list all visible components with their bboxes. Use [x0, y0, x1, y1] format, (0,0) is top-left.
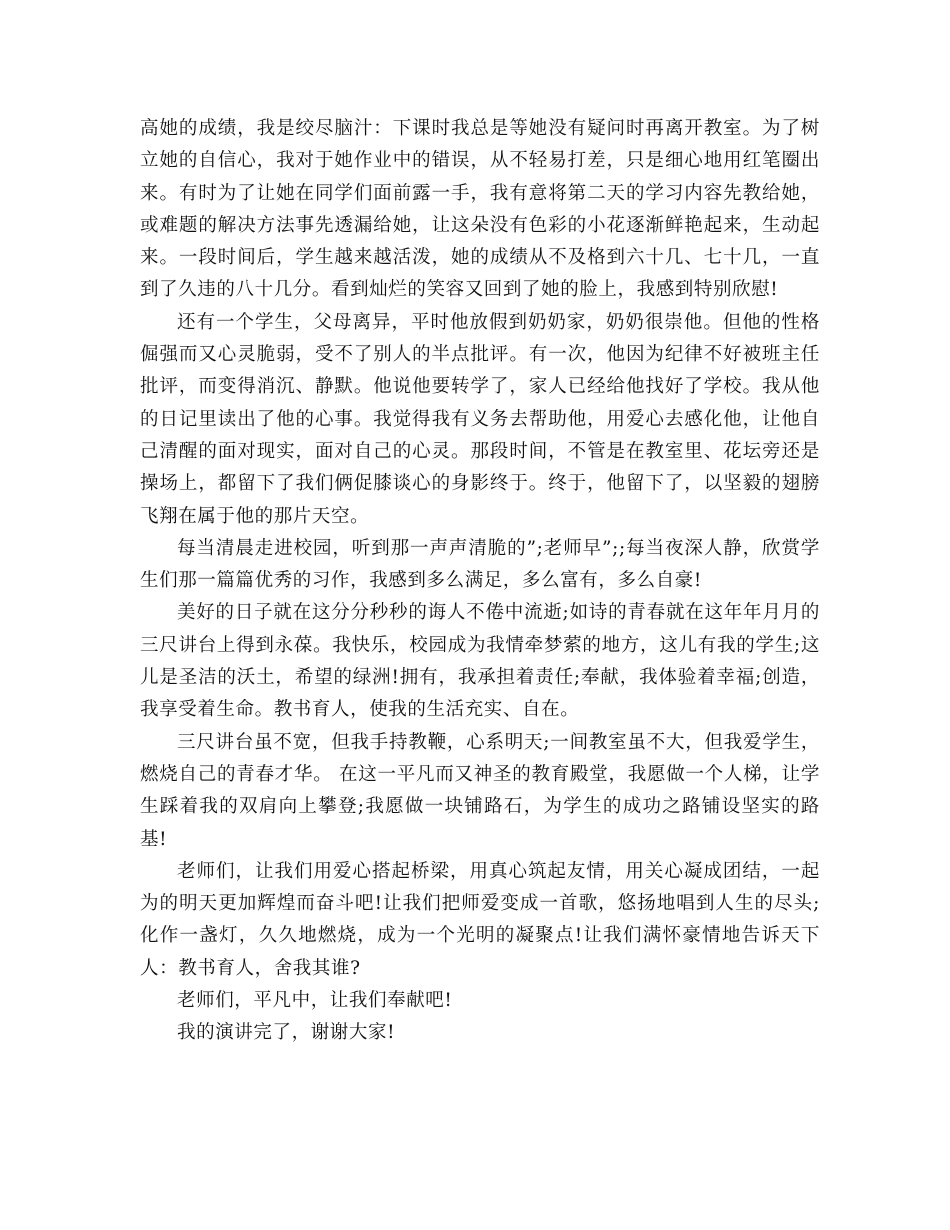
- paragraph: 每当清晨走进校园，听到那一声声清脆的”;老师早”;;每当夜深人静，欣赏学生们那一篇篇优秀的习作，我感到多么满足，多么富有，多么自豪!: [140, 537, 820, 592]
- paragraph: 高她的成绩，我是绞尽脑汁：下课时我总是等她没有疑问时再离开教室。为了树立她的自信心，我对于她作业中的错误，从不轻易打差，只是细心地用红笔圈出来。有时为了让她在同学们面前露一手，我有意将第二天的学习内容先教给她，或难题的解决方法事先透漏给她，让这朵没有色彩的小花逐渐鲜艳起来，生动起来。一段时间后，学生越来越活泼，她的成绩从不及格到六十几、七十几，一直到了久违的八十几分。看到灿烂的笑容又回到了她的脸上，我感到特别欣慰!: [140, 118, 820, 301]
- document-body: [140, 113, 820, 1050]
- paragraph: 我的演讲完了，谢谢大家!: [177, 1022, 396, 1044]
- paragraph: 老师们，让我们用爱心搭起桥梁，用真心筑起友情，用关心凝成团结，一起为的明天更加辉煌而奋斗吧!让我们把师爱变成一首歌，悠扬地唱到人生的尽头;化作一盏灯，久久地燃烧，成为一个光明的凝聚点!让我们满怀豪情地告诉天下人：教书育人，舍我其谁?: [140, 860, 820, 979]
- paragraph: 老师们，平凡中，让我们奉献吧!: [177, 990, 453, 1012]
- paragraph: 美好的日子就在这分分秒秒的诲人不倦中流逝;如诗的青春就在这年年月月的三尺讲台上得到永葆。我快乐，校园成为我情牵梦萦的地方，这儿有我的学生;这儿是圣洁的沃土，希望的绿洲!拥有，我承担着责任;奉献，我体验着幸福;创造，我享受着生命。教书育人，使我的生活充实、自在。: [140, 602, 820, 721]
- paragraph: 还有一个学生，父母离异，平时他放假到奶奶家，奶奶很崇他。但他的性格倔强而又心灵脆弱，受不了别人的半点批评。有一次，他因为纪律不好被班主任批评，而变得消沉、静默。他说他要转学了，家人已经给他找好了学校。我从他的日记里读出了他的心事。我觉得我有义务去帮助他，用爱心去感化他，让他自己清醒的面对现实，面对自己的心灵。那段时间，不管是在教室里、花坛旁还是操场上，都留下了我们俩促膝谈心的身影终于。终于，他留下了，以坚毅的翅膀飞翔在属于他的那片天空。: [140, 311, 820, 527]
- paragraph: 三尺讲台虽不宽，但我手持教鞭，心系明天;一间教室虽不大，但我爱学生，燃烧自己的青春才华。 在这一平凡而又神圣的教育殿堂，我愿做一个人梯，让学生踩着我的双肩向上攀登;我愿做一块铺路石，为学生的成功之路铺设坚实的路基!: [140, 731, 820, 850]
